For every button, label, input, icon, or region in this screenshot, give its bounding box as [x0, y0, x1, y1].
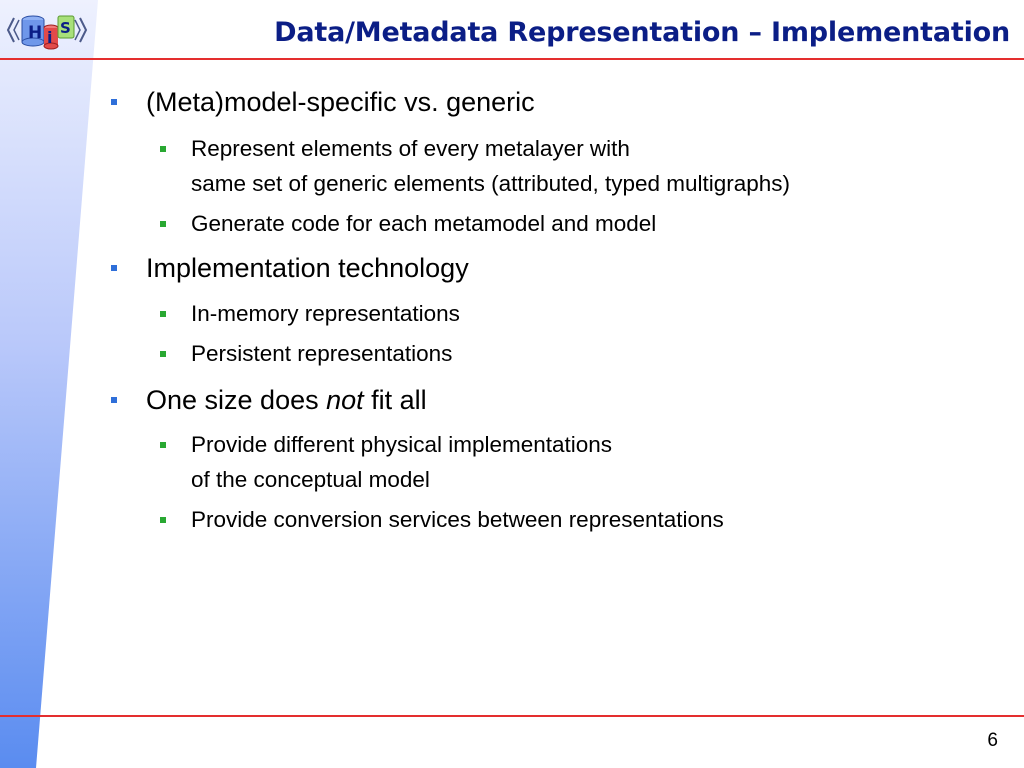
slide-title: Data/Metadata Representation – Implementation [274, 16, 1010, 48]
green-square-bullet-icon [160, 517, 166, 523]
green-square-bullet-icon [160, 442, 166, 448]
bullet-text: Persistent representations [191, 341, 453, 366]
bullet-text-line2: of the conceptual model [191, 467, 430, 492]
bullet-level2-generate-code [191, 206, 656, 241]
bullet-level2-physical-implementations [191, 427, 612, 497]
logo-letter-s: S [60, 19, 71, 37]
page-number: 6 [987, 730, 998, 751]
green-square-bullet-icon [160, 311, 166, 317]
bullet-level2-in-memory [191, 296, 460, 331]
bullet-level2-generic-elements [191, 131, 790, 201]
footer-divider [0, 715, 1024, 717]
bullet-text-before: One size does [146, 385, 327, 415]
bullet-text: Generate code for each metamodel and model [191, 211, 657, 236]
green-square-bullet-icon [160, 221, 166, 227]
bullet-text-emphasis: not [326, 385, 364, 415]
logo-letter-h: H [28, 23, 43, 43]
bullet-text: (Meta)model-specific vs. generic [146, 87, 535, 117]
bullet-text: Provide conversion services between representations [191, 507, 724, 532]
bullet-text-line1: Represent elements of every metalayer with [191, 136, 630, 161]
blue-square-bullet-icon [111, 397, 117, 403]
blue-square-bullet-icon [111, 99, 117, 105]
blue-square-bullet-icon [111, 265, 117, 271]
bullet-text-line1: Provide different physical implementations [191, 432, 613, 457]
bullet-text-line2: same set of generic elements (attributed, typed multigraphs) [191, 171, 791, 196]
bullet-level2-conversion-services [191, 502, 724, 537]
bullet-level1-implementation-technology [146, 252, 469, 284]
bullet-level1-model-specific [146, 86, 535, 118]
green-square-bullet-icon [160, 351, 166, 357]
bullet-level2-persistent [191, 336, 452, 371]
bullet-level1-one-size [146, 384, 427, 416]
bullet-text: In-memory representations [191, 301, 460, 326]
green-square-bullet-icon [160, 146, 166, 152]
bullet-text: Implementation technology [146, 253, 469, 283]
logo-letter-i: i [47, 28, 53, 47]
bullet-text-after: fit all [363, 385, 427, 415]
